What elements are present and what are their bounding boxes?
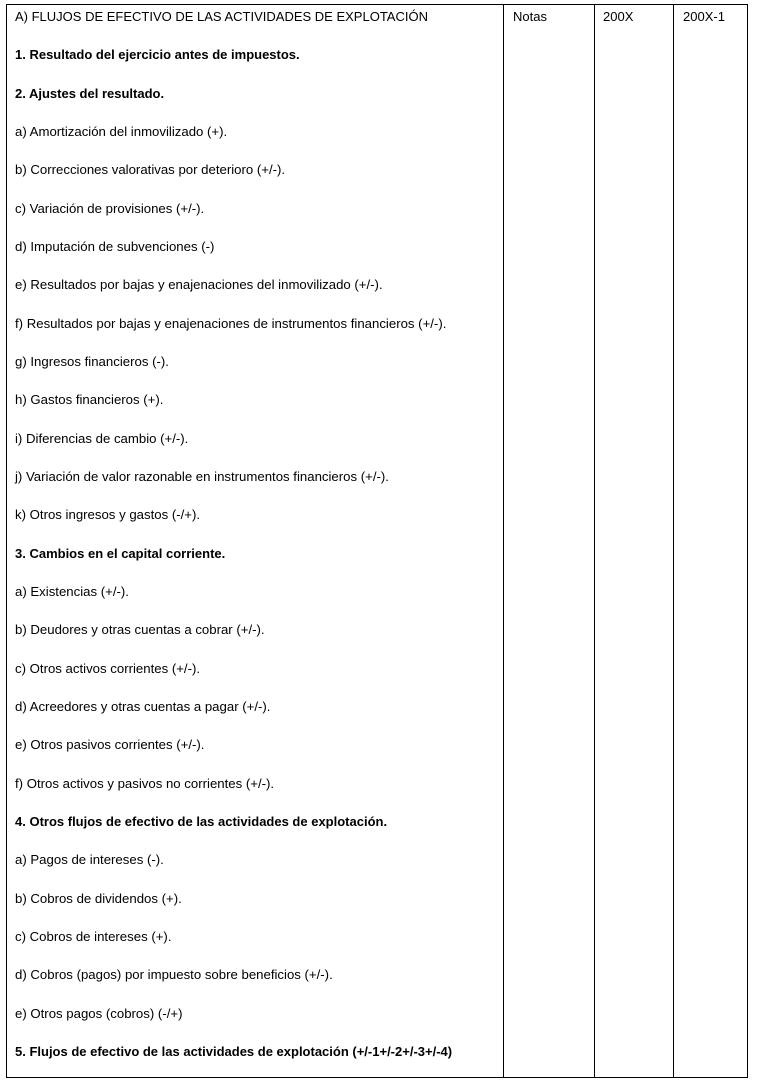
table-row: f) Resultados por bajas y enajenaciones de instrumentos financieros (+/-).: [15, 315, 447, 331]
table-row: e) Resultados por bajas y enajenaciones del inmovilizado (+/-).: [15, 277, 383, 293]
table-row: b) Cobros de dividendos (+).: [15, 890, 182, 906]
section-heading-row: 5. Flujos de efectivo de las actividades de explotación (+/-1+/-2+/-3+/-4): [15, 1043, 453, 1059]
line-items: [15, 9, 500, 1082]
table-row: f) Otros activos y pasivos no corrientes (+/-).: [15, 775, 275, 791]
table-row: c) Cobros de intereses (+).: [15, 928, 172, 944]
header-year-previous: 200X-1: [683, 9, 725, 24]
table-row: e) Otros pagos (cobros) (-/+): [15, 1005, 183, 1021]
table-row: d) Imputación de subvenciones (-): [15, 238, 215, 254]
table-row: b) Deudores y otras cuentas a cobrar (+/-).: [15, 622, 265, 638]
table-row: i) Diferencias de cambio (+/-).: [15, 430, 189, 446]
table-row: e) Otros pasivos corrientes (+/-).: [15, 737, 205, 753]
section-heading-row: 4. Otros flujos de efectivo de las actividades de explotación.: [15, 813, 388, 829]
table-row: d) Acreedores y otras cuentas a pagar (+/-).: [15, 698, 271, 714]
table-row: a) Pagos de intereses (-).: [15, 852, 164, 868]
table-row: k) Otros ingresos y gastos (-/+).: [15, 507, 201, 523]
table-row: j) Variación de valor razonable en instrumentos financieros (+/-).: [15, 468, 389, 484]
section-heading-row: 3. Cambios en el capital corriente.: [15, 545, 226, 561]
table-row: h) Gastos financieros (+).: [15, 392, 164, 408]
table-row: g) Ingresos financieros (-).: [15, 353, 169, 369]
column-divider: [673, 4, 674, 1078]
header-row-spacer: [15, 9, 500, 47]
table-row: c) Variación de provisiones (+/-).: [15, 200, 205, 216]
column-divider: [503, 4, 504, 1078]
table-row: b) Correcciones valorativas por deterioro (+/-).: [15, 162, 286, 178]
section-heading-row: 1. Resultado del ejercicio antes de impuestos.: [15, 47, 300, 63]
header-notas: Notas: [513, 9, 547, 24]
header-section-title: A) FLUJOS DE EFECTIVO DE LAS ACTIVIDADES DE EXPLOTACIÓN: [15, 9, 428, 24]
table-row: a) Amortización del inmovilizado (+).: [15, 123, 228, 139]
column-divider: [594, 4, 595, 1078]
table-row: a) Existencias (+/-).: [15, 583, 129, 599]
table-row: c) Otros activos corrientes (+/-).: [15, 660, 201, 676]
section-heading-row: 2. Ajustes del resultado.: [15, 85, 165, 101]
header-year-current: 200X: [603, 9, 634, 24]
table-row: d) Cobros (pagos) por impuesto sobre beneficios (+/-).: [15, 967, 333, 983]
